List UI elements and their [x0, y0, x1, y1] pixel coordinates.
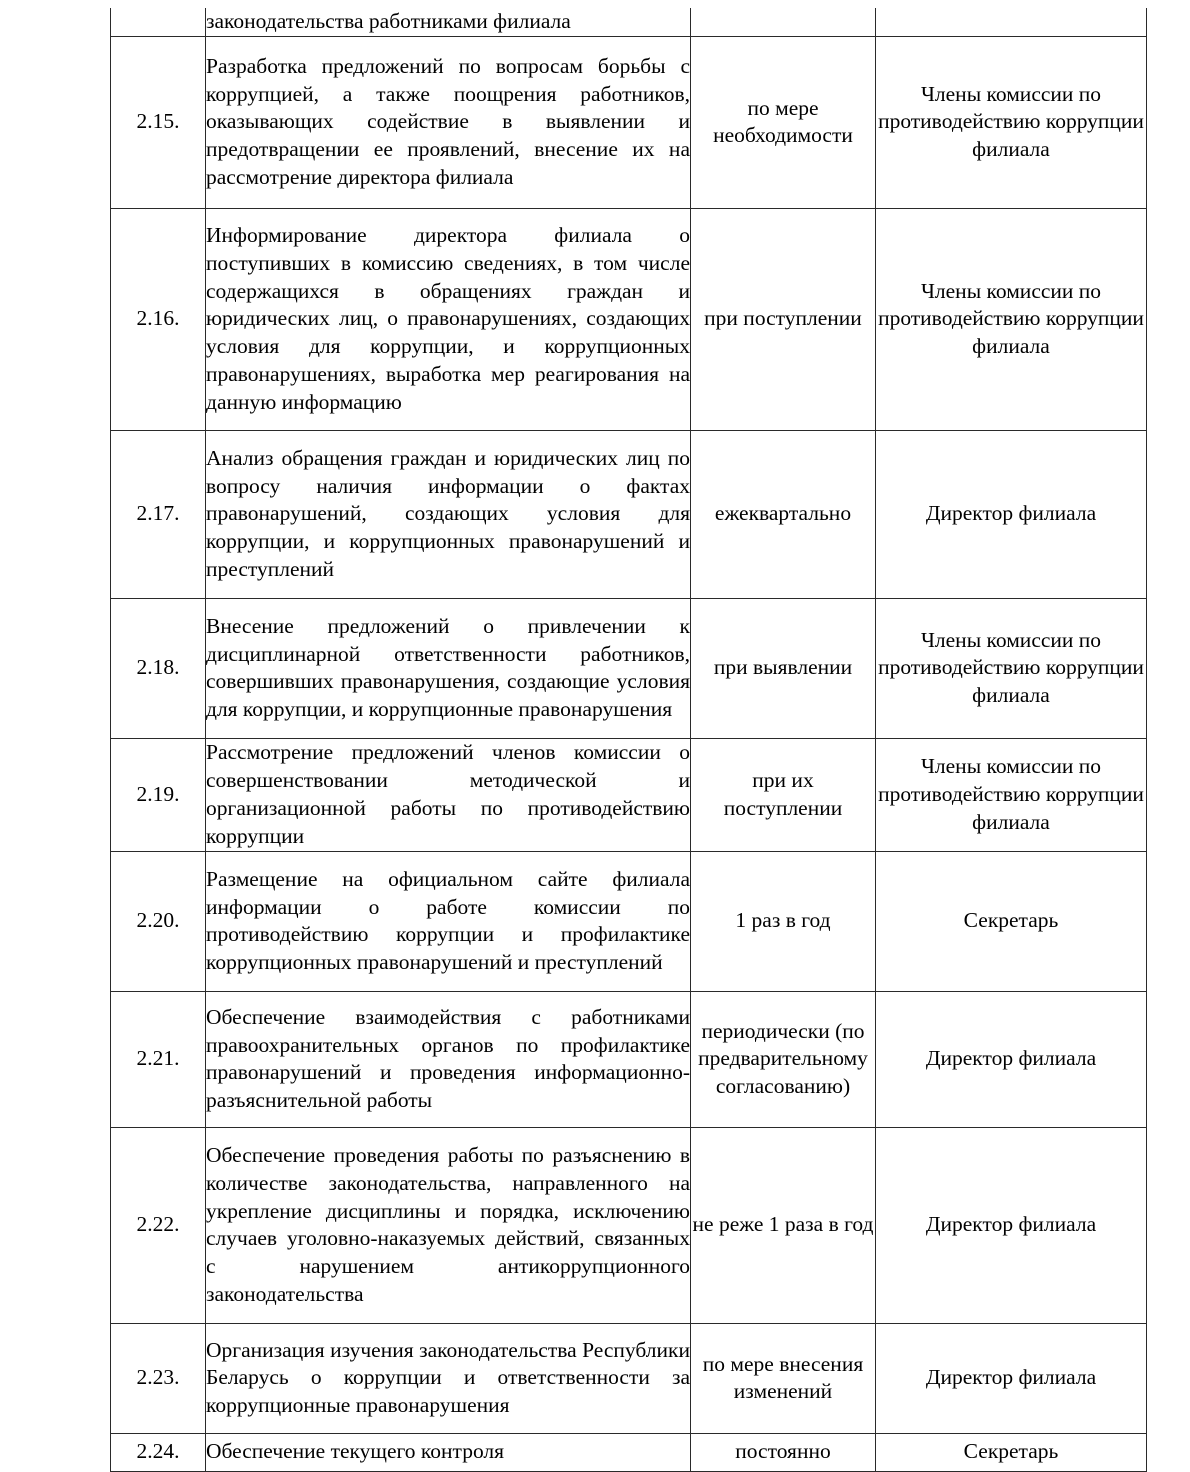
row-action-cell: Обеспечение текущего контроля: [206, 1433, 691, 1471]
table-row: [111, 1323, 1147, 1433]
table-row: [111, 430, 1147, 598]
row-number-cell: 2.15.: [111, 36, 206, 208]
row-number-cell: 2.18.: [111, 598, 206, 738]
row-number-cell: 2.21.: [111, 991, 206, 1127]
row-responsible-cell: Секретарь: [876, 851, 1147, 991]
row-number-cell: 2.24.: [111, 1433, 206, 1471]
row-responsible-cell: Члены комиссии по противодействию коррупции филиала: [876, 208, 1147, 430]
row-action-cell: законодательства работниками филиала: [206, 8, 691, 36]
row-term-cell: при выявлении: [691, 598, 876, 738]
row-responsible-cell: [876, 8, 1147, 36]
row-action-cell: Обеспечение проведения работы по разъяснению в количестве законодательства, направленного на укрепление дисциплины и порядка, исключению случаев уголовно-наказуемых действий, связанных с нарушением антикоррупционного законодательства: [206, 1127, 691, 1323]
row-action-cell: Организация изучения законодательства Республики Беларусь о коррупции и ответственности за коррупционные правонарушения: [206, 1323, 691, 1433]
row-action-cell: Анализ обращения граждан и юридических лиц по вопросу наличия информации о фактах правонарушений, создающих условия для коррупции, и коррупционных правонарушений и преступлений: [206, 430, 691, 598]
row-term-cell: не реже 1 раза в год: [691, 1127, 876, 1323]
table-row: [111, 598, 1147, 738]
row-action-cell: Обеспечение взаимодействия с работниками правоохранительных органов по профилактике правонарушений и проведения информационно-разъяснительной работы: [206, 991, 691, 1127]
row-number-cell: 2.20.: [111, 851, 206, 991]
row-number-cell: 2.23.: [111, 1323, 206, 1433]
table-row: [111, 1127, 1147, 1323]
table-row: [111, 208, 1147, 430]
row-number-cell: 2.16.: [111, 208, 206, 430]
table-row: [111, 738, 1147, 851]
row-responsible-cell: Директор филиала: [876, 430, 1147, 598]
row-number-cell: [111, 8, 206, 36]
table-row: [111, 36, 1147, 208]
table-row: [111, 991, 1147, 1127]
table-row: [111, 851, 1147, 991]
row-responsible-cell: Члены комиссии по противодействию коррупции филиала: [876, 598, 1147, 738]
row-action-cell: Информирование директора филиала о поступивших в комиссию сведениях, в том числе содержащихся в обращениях граждан и юридических лиц, о правонарушениях, создающих условия для коррупции, и коррупционных правонарушениях, выработка мер реагирования на данную информацию: [206, 208, 691, 430]
row-term-cell: 1 раз в год: [691, 851, 876, 991]
row-term-cell: по мере внесения изменений: [691, 1323, 876, 1433]
row-action-cell: Размещение на официальном сайте филиала информации о работе комиссии по противодействию коррупции и профилактике коррупционных правонарушений и преступлений: [206, 851, 691, 991]
row-responsible-cell: Директор филиала: [876, 991, 1147, 1127]
measures-table: [110, 8, 1147, 1472]
row-term-cell: периодически (по предварительному согласованию): [691, 991, 876, 1127]
row-number-cell: 2.17.: [111, 430, 206, 598]
row-term-cell: при их поступлении: [691, 738, 876, 851]
table-row: [111, 1433, 1147, 1471]
row-action-cell: Рассмотрение предложений членов комиссии о совершенствовании методической и организационной работы по противодействию коррупции: [206, 738, 691, 851]
row-term-cell: постоянно: [691, 1433, 876, 1471]
row-number-cell: 2.19.: [111, 738, 206, 851]
row-responsible-cell: Члены комиссии по противодействию коррупции филиала: [876, 36, 1147, 208]
table-row: [111, 8, 1147, 36]
row-term-cell: по мере необходимости: [691, 36, 876, 208]
row-number-cell: 2.22.: [111, 1127, 206, 1323]
row-responsible-cell: Секретарь: [876, 1433, 1147, 1471]
row-term-cell: при поступлении: [691, 208, 876, 430]
row-responsible-cell: Директор филиала: [876, 1127, 1147, 1323]
row-action-cell: Внесение предложений о привлечении к дисциплинарной ответственности работников, совершивших правонарушения, создающие условия для коррупции, и коррупционные правонарушения: [206, 598, 691, 738]
row-action-cell: Разработка предложений по вопросам борьбы с коррупцией, а также поощрения работников, оказывающих содействие в выявлении и предотвращении ее проявлений, внесение их на рассмотрение директора филиала: [206, 36, 691, 208]
row-term-cell: ежеквартально: [691, 430, 876, 598]
table-body: [111, 8, 1147, 1471]
row-responsible-cell: Директор филиала: [876, 1323, 1147, 1433]
row-term-cell: [691, 8, 876, 36]
row-responsible-cell: Члены комиссии по противодействию коррупции филиала: [876, 738, 1147, 851]
